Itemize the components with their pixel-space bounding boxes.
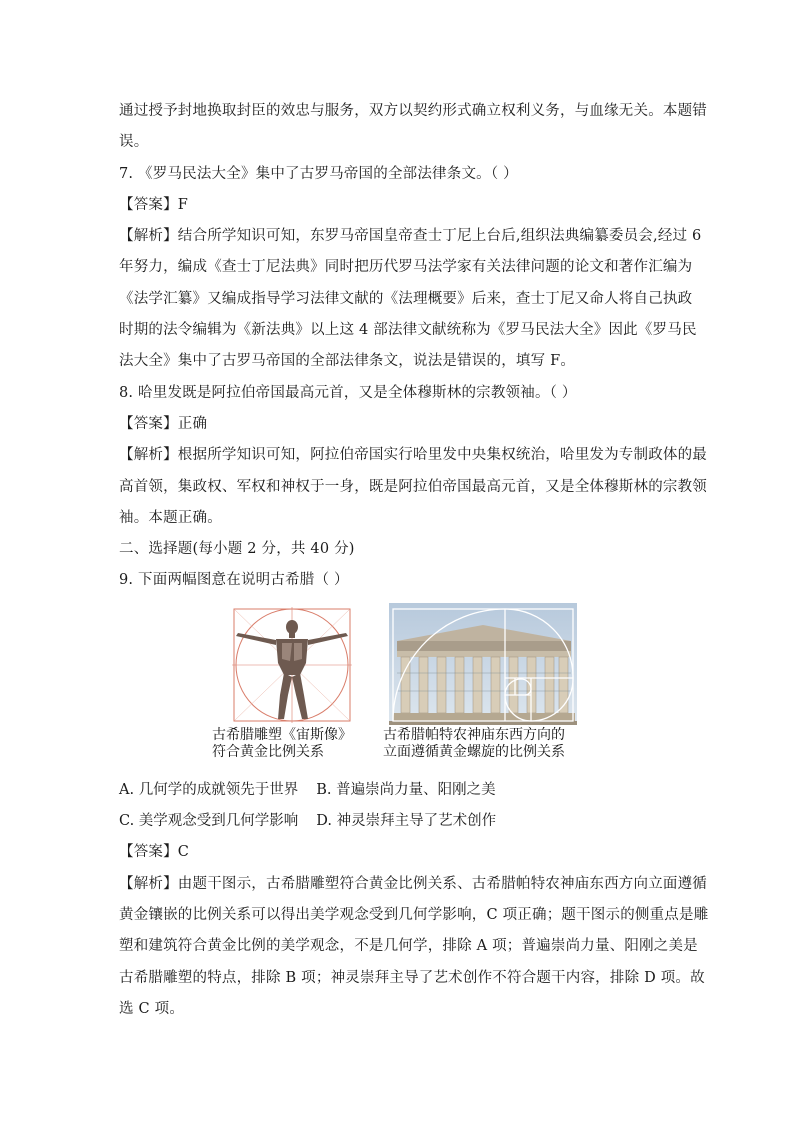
option-b: B. 普遍崇尚力量、阳刚之美 (316, 781, 496, 798)
question-9-figures (119, 603, 679, 771)
page-content (119, 96, 709, 1025)
options-row-2 (119, 806, 679, 837)
left-caption-line-1: 古希腊雕塑《宙斯像》 (212, 726, 352, 743)
parthenon-golden-spiral-image (389, 603, 577, 725)
option-a: A. 几何学的成就领先于世界 (119, 781, 299, 798)
explanation-7-line: 《法学汇纂》又编成指导学习法律文献的《法理概要》后来，查士丁尼又命人将自己执政 (119, 290, 693, 307)
text-line: 通过授予封地换取封臣的效忠与服务，双方以契约形式确立权利义务，与血缘无关。本题错 (119, 103, 707, 119)
option-c: C. 美学观念受到几何学影响 (119, 813, 299, 830)
question-8: 8. 哈里发既是阿拉伯帝国最高元首，又是全体穆斯林的宗教领袖。（ ） (119, 384, 577, 401)
parthenon-figure (383, 603, 577, 760)
explanation-8-line: 袖。本题正确。 (119, 509, 222, 526)
option-d: D. 神灵崇拜主导了艺术创作 (316, 813, 497, 830)
options-row-1 (119, 775, 679, 806)
zeus-statue-figure (212, 603, 372, 760)
explanation-9-line: 古希腊雕塑的特点，排除 B 项；神灵崇拜主导了艺术创作不符合题干内容，排除 D 项。故 (119, 969, 705, 986)
explanation-7-line: 法大全》集中了古罗马帝国的全部法律条文，说法是错误的，填写 F。 (119, 353, 576, 370)
answer-8: 【答案】正确 (119, 415, 208, 432)
section-heading: 二、选择题(每小题 2 分，共 40 分) (119, 541, 355, 558)
right-figure-caption (383, 727, 565, 761)
explanation-7-line: 【解析】结合所学知识可知，东罗马帝国皇帝查士丁尼上台后,组织法典编纂委员会,经过 6 (119, 228, 702, 245)
answer-9: 【答案】C (119, 844, 190, 861)
explanation-8-line: 高首领，集政权、军权和神权于一身，既是阿拉伯帝国最高元首，又是全体穆斯林的宗教领 (119, 478, 707, 495)
explanation-9-line: 黄金镶嵌的比例关系可以得出美学观念受到几何学影响，C 项正确；题干图示的侧重点是雕 (119, 906, 709, 923)
explanation-8-line: 【解析】根据所学知识可知，阿拉伯帝国实行哈里发中央集权统治，哈里发为专制政体的最 (119, 447, 707, 464)
question-9: 9. 下面两幅图意在说明古希腊（ ） (119, 572, 349, 589)
text-line: 误。 (119, 134, 149, 151)
left-figure-caption (212, 727, 352, 761)
explanation-9-line: 【解析】由题干图示，古希腊雕塑符合黄金比例关系、古希腊帕特农神庙东西方向立面遵循 (119, 875, 707, 892)
right-caption-line-1: 古希腊帕特农神庙东西方向的 (383, 726, 565, 743)
zeus-statue-image (212, 603, 372, 723)
explanation-9-line: 选 C 项。 (119, 1000, 185, 1017)
answer-7: 【答案】F (119, 196, 189, 213)
question-7: 7. 《罗马民法大全》集中了古罗马帝国的全部法律条文。（ ） (119, 165, 518, 182)
explanation-7-line: 年努力，编成《查士丁尼法典》同时把历代罗马法学家有关法律问题的论文和著作汇编为 (119, 259, 693, 276)
explanation-9-line: 塑和建筑符合黄金比例的美学观念，不是几何学，排除 A 项；普遍崇尚力量、阳刚之美是 (119, 938, 698, 955)
right-caption-line-2: 立面遵循黄金螺旋的比例关系 (383, 743, 565, 760)
explanation-7-line: 时期的法令编辑为《新法典》以上这 4 部法律文献统称为《罗马民法大全》因此《罗马民 (119, 322, 697, 339)
left-caption-line-2: 符合黄金比例关系 (212, 743, 324, 760)
